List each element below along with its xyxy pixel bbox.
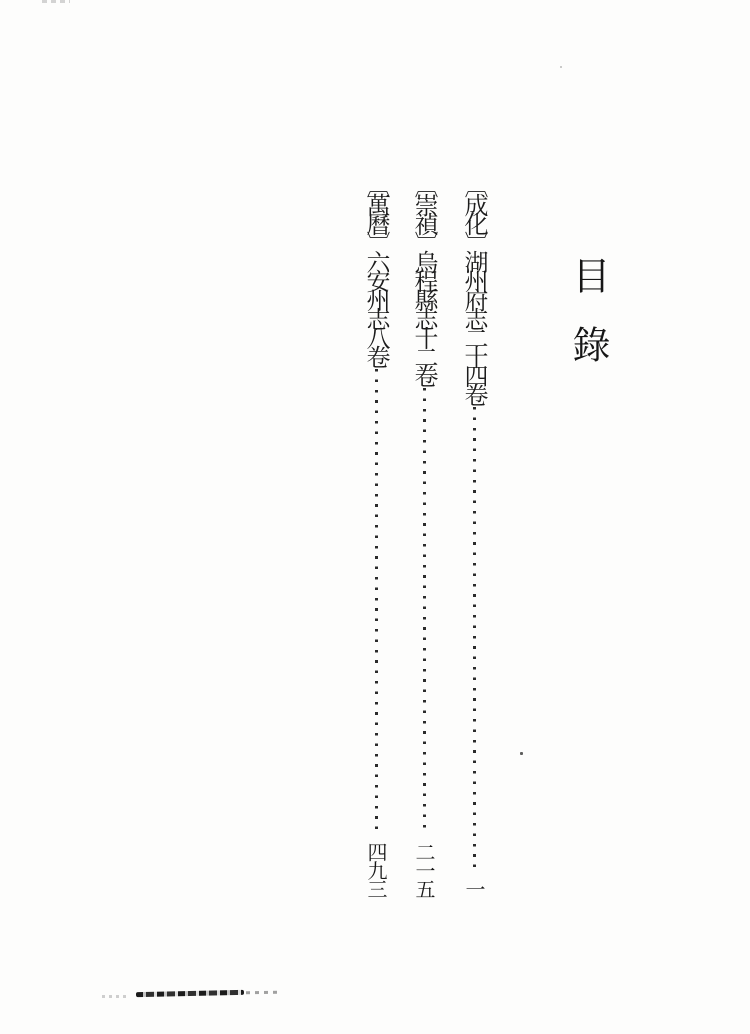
dotted-leader — [423, 388, 426, 835]
page-title: 目錄 — [566, 256, 610, 394]
scan-smudge-artifact — [136, 990, 244, 997]
scan-speck-artifact — [520, 752, 523, 755]
toc-entry-title: 〔萬曆〕六安州志八卷 — [362, 174, 390, 364]
scan-smudge-artifact — [102, 995, 128, 998]
toc-entry-title: 〔成化〕湖州府志二十四卷 — [460, 174, 488, 402]
dotted-leader — [473, 407, 476, 872]
toc-entry-page-number: 四九三 — [364, 841, 388, 897]
scan-smudge-artifact — [42, 0, 70, 3]
toc-entry — [456, 174, 492, 897]
scan-speck-artifact — [560, 66, 562, 68]
toc-entry-page-number: 二一五 — [412, 841, 436, 897]
dotted-leader — [375, 369, 378, 835]
toc-entry — [406, 174, 442, 897]
toc-entry-title: 〔崇禎〕烏程縣志十二卷 — [410, 174, 438, 383]
toc-entry-page-number: 一 — [462, 878, 486, 897]
scan-smudge-artifact — [246, 991, 278, 995]
toc-entry — [358, 174, 394, 897]
